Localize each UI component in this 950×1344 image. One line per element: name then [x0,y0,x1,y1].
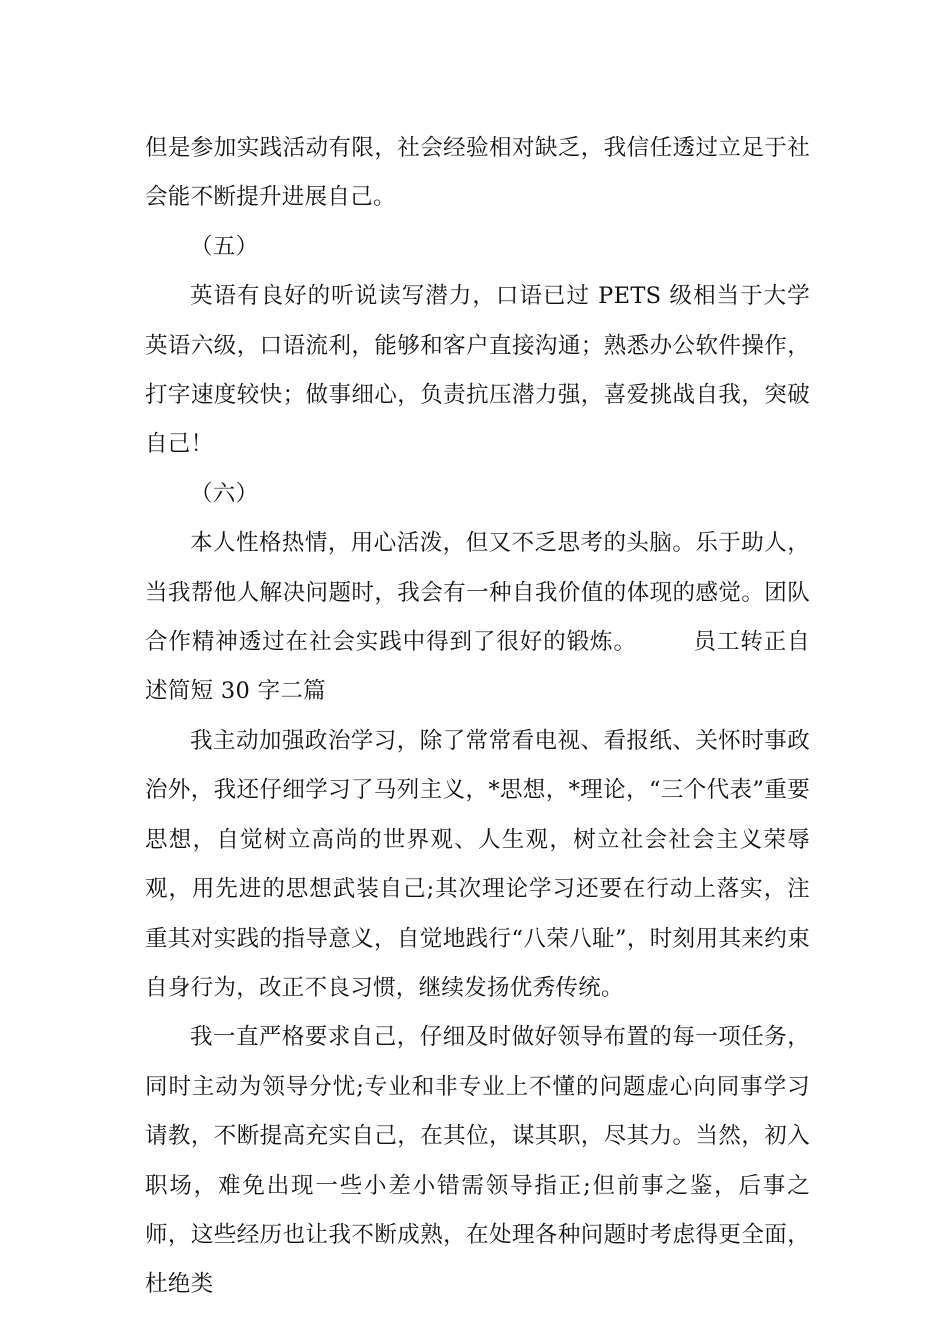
document-body [145,124,810,1310]
paragraph-personality [145,519,810,717]
paragraph-political-study: 我主动加强政治学习，除了常常看电视、看报纸、关怀时事政治外，我还仔细学习了马列主义，*思想，*理论，“三个代表”重要思想，自觉树立高尚的世界观、人生观，树立社会社会主义荣辱观，用先进的思想武装自己;其次理论学习还要在行动上落实，注重其对实践的指导意义，自觉地践行“八荣八耻”，时刻用其来约束自身行为，改正不良习惯，继续发扬优秀传统。 [145,727,810,1001]
section-heading-six: （六） [190,480,259,507]
paragraph-intro-continuation: 但是参加实践活动有限，社会经验相对缺乏，我信任透过立足于社会能不断提升进展自己。 [145,135,810,211]
paragraph-personality-text: 本人性格热情，用心活泼，但又不乏思考的头脑。乐于助人，当我帮他人解决问题时，我会有一种自我价值的体现的感觉。团队合作精神透过在社会实践中得到了很好的锻炼。 [145,530,810,656]
article-title-inline: 员工转正自述简短 30 字二篇 [145,629,810,705]
section-heading-five: （五） [190,233,259,260]
paragraph-work-attitude: 我一直严格要求自己，仔细及时做好领导布置的每一项任务，同时主动为领导分忧;专业和非专业上不懂的问题虚心向同事学习请教，不断提高充实自己，在其位，谋其职，尽其力。当然，初入职场，难免出现一些小差小错需领导指正;但前事之鉴，后事之师，这些经历也让我不断成熟，在处理各种问题时考虑得更全面，杜绝类 [145,1024,810,1298]
paragraph-english-skills: 英语有良好的听说读写潜力，口语已过 PETS 级相当于大学英语六级，口语流利，能够和客户直接沟通；熟悉办公软件操作，打字速度较快；做事细心，负责抗压潜力强，喜爱挑战自我，突破自己！ [145,283,810,458]
